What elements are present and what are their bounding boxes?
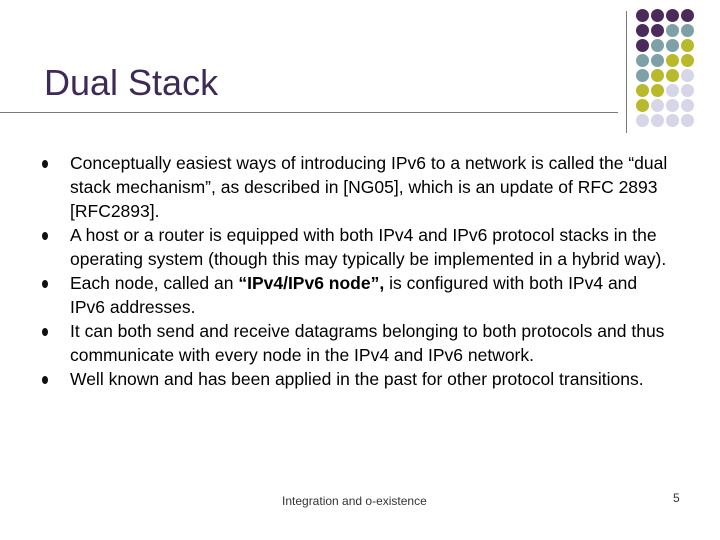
- decorative-dot: [636, 84, 649, 97]
- bullet-item: [40, 367, 670, 391]
- decorative-dot: [681, 99, 694, 112]
- decorative-dot: [636, 99, 649, 112]
- decorative-dot: [636, 69, 649, 82]
- bullet-item: [40, 151, 670, 223]
- decorative-dot: [636, 24, 649, 37]
- bullet-dot-icon: [42, 160, 48, 168]
- decorative-dot: [636, 54, 649, 67]
- bullet-item: [40, 271, 670, 319]
- decorative-dot: [651, 84, 664, 97]
- bullet-text: Conceptually easiest ways of introducing IPv6 to a network is called the “dual stack mechanism”, as described in [NG05], which is an update of RFC 2893 [RFC2893].: [70, 153, 668, 221]
- footer-text: Integration and o-existence: [282, 494, 427, 508]
- decorative-dot: [666, 84, 679, 97]
- decorative-dot: [681, 84, 694, 97]
- decorative-dot: [681, 24, 694, 37]
- decorative-dot: [651, 54, 664, 67]
- bullet-item: [40, 223, 670, 271]
- decorative-dot: [681, 9, 694, 22]
- decorative-dot: [636, 9, 649, 22]
- decorative-dot: [651, 99, 664, 112]
- decorative-dot: [636, 39, 649, 52]
- bullet-text: Well known and has been applied in the past for other protocol transitions.: [70, 369, 644, 389]
- bullet-dot-icon: [42, 280, 48, 288]
- decorative-dot: [651, 24, 664, 37]
- decorative-dot: [681, 114, 694, 127]
- decorative-dot: [651, 114, 664, 127]
- decorative-dot: [681, 54, 694, 67]
- bullet-list: [40, 151, 670, 391]
- decorative-dot: [666, 114, 679, 127]
- decorative-dot: [666, 24, 679, 37]
- bullet-text: is configured with both IPv4 and IPv6 addresses.: [70, 273, 638, 317]
- title-underline: [0, 112, 618, 113]
- decorative-dot: [666, 9, 679, 22]
- decorative-dot: [681, 39, 694, 52]
- decorative-dot: [666, 39, 679, 52]
- decorative-dot: [636, 114, 649, 127]
- bullet-text-bold: “IPv4/IPv6 node”,: [238, 273, 385, 293]
- decorative-dot: [666, 54, 679, 67]
- decorative-dot: [666, 69, 679, 82]
- bullet-dot-icon: [42, 376, 48, 384]
- bullet-text: A host or a router is equipped with both IPv4 and IPv6 protocol stacks in the operating system (though this may typically be implemented in a hybrid way).: [70, 225, 667, 269]
- decorative-dot: [666, 99, 679, 112]
- bullet-text: Each node, called an: [70, 273, 239, 293]
- page-number: 5: [673, 491, 680, 505]
- vertical-divider: [626, 11, 627, 133]
- decorative-dot: [681, 69, 694, 82]
- decorative-dot: [651, 69, 664, 82]
- decorative-dot: [651, 39, 664, 52]
- slide-title: Dual Stack: [44, 62, 219, 103]
- decorative-dot: [651, 9, 664, 22]
- bullet-dot-icon: [42, 328, 48, 336]
- bullet-text: It can both send and receive datagrams belonging to both protocols and thus communicate with every node in the IPv4 and IPv6 network.: [70, 321, 665, 365]
- bullet-dot-icon: [42, 232, 48, 240]
- bullet-item: [40, 319, 670, 367]
